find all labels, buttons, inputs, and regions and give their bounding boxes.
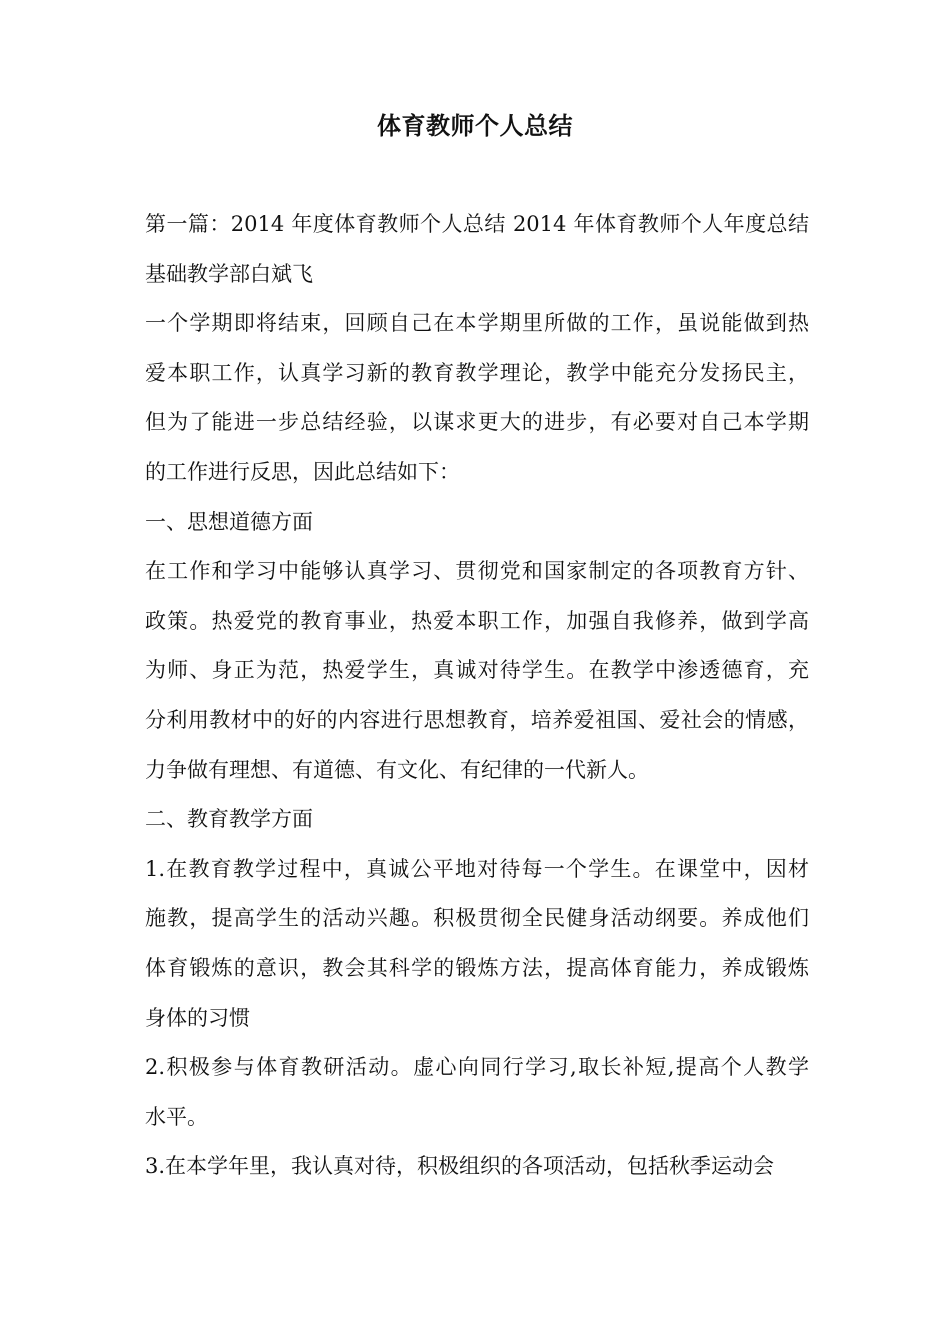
list-item-2 [145, 1043, 809, 1142]
paragraph-intro [145, 299, 809, 497]
text-line: 水平。 [145, 1104, 208, 1129]
document-body [145, 200, 809, 1192]
text-line: 的工作进行反思，因此总结如下： [145, 459, 460, 484]
text-line: 分利用教材中的好的内容进行思想教育，培养爱祖国、爱社会的情感， [145, 707, 809, 732]
paragraph-ideology [145, 547, 809, 795]
text-line: 基础教学部白斌飞 [145, 261, 313, 286]
text-line: 爱本职工作，认真学习新的教育教学理论，教学中能充分发扬民主， [145, 360, 809, 385]
list-item-3 [145, 1142, 809, 1192]
text-line: 施教，提高学生的活动兴趣。积极贯彻全民健身活动纲要。养成他们 [145, 906, 809, 931]
section-heading-ideology [145, 498, 809, 548]
document-title: 体育教师个人总结 [377, 111, 573, 140]
text-line: 第一篇：2014 年度体育教师个人总结 2014 年体育教师个人年度总结 [145, 212, 809, 236]
text-line: 2.积极参与体育教研活动。虚心向同行学习,取长补短,提高个人教学 [145, 1055, 809, 1080]
text-line: 在工作和学习中能够认真学习、贯彻党和国家制定的各项教育方针、 [145, 559, 809, 584]
text-line: 力争做有理想、有道德、有文化、有纪律的一代新人。 [145, 757, 649, 782]
list-item-1 [145, 845, 809, 1043]
text-line: 政策。热爱党的教育事业，热爱本职工作，加强自我修养，做到学高 [145, 608, 809, 633]
text-line: 体育锻炼的意识，教会其科学的锻炼方法，提高体育能力，养成锻炼 [145, 955, 809, 980]
text-line: 为师、身正为范，热爱学生，真诚对待学生。在教学中渗透德育，充 [145, 658, 809, 683]
text-line: 一、思想道德方面 [145, 509, 313, 534]
section-heading-teaching [145, 795, 809, 845]
text-line: 但为了能进一步总结经验，以谋求更大的进步，有必要对自己本学期 [145, 410, 809, 435]
text-line: 一个学期即将结束，回顾自己在本学期里所做的工作，虽说能做到热 [145, 311, 809, 336]
text-line: 二、教育教学方面 [145, 807, 313, 832]
text-line: 1.在教育教学过程中，真诚公平地对待每一个学生。在课堂中，因材 [145, 856, 809, 881]
text-line: 身体的习惯 [145, 1005, 250, 1030]
text-line: 3.在本学年里，我认真对待，积极组织的各项活动，包括秋季运动会 [145, 1154, 775, 1179]
paragraph-heading-chapter-one [145, 200, 809, 299]
